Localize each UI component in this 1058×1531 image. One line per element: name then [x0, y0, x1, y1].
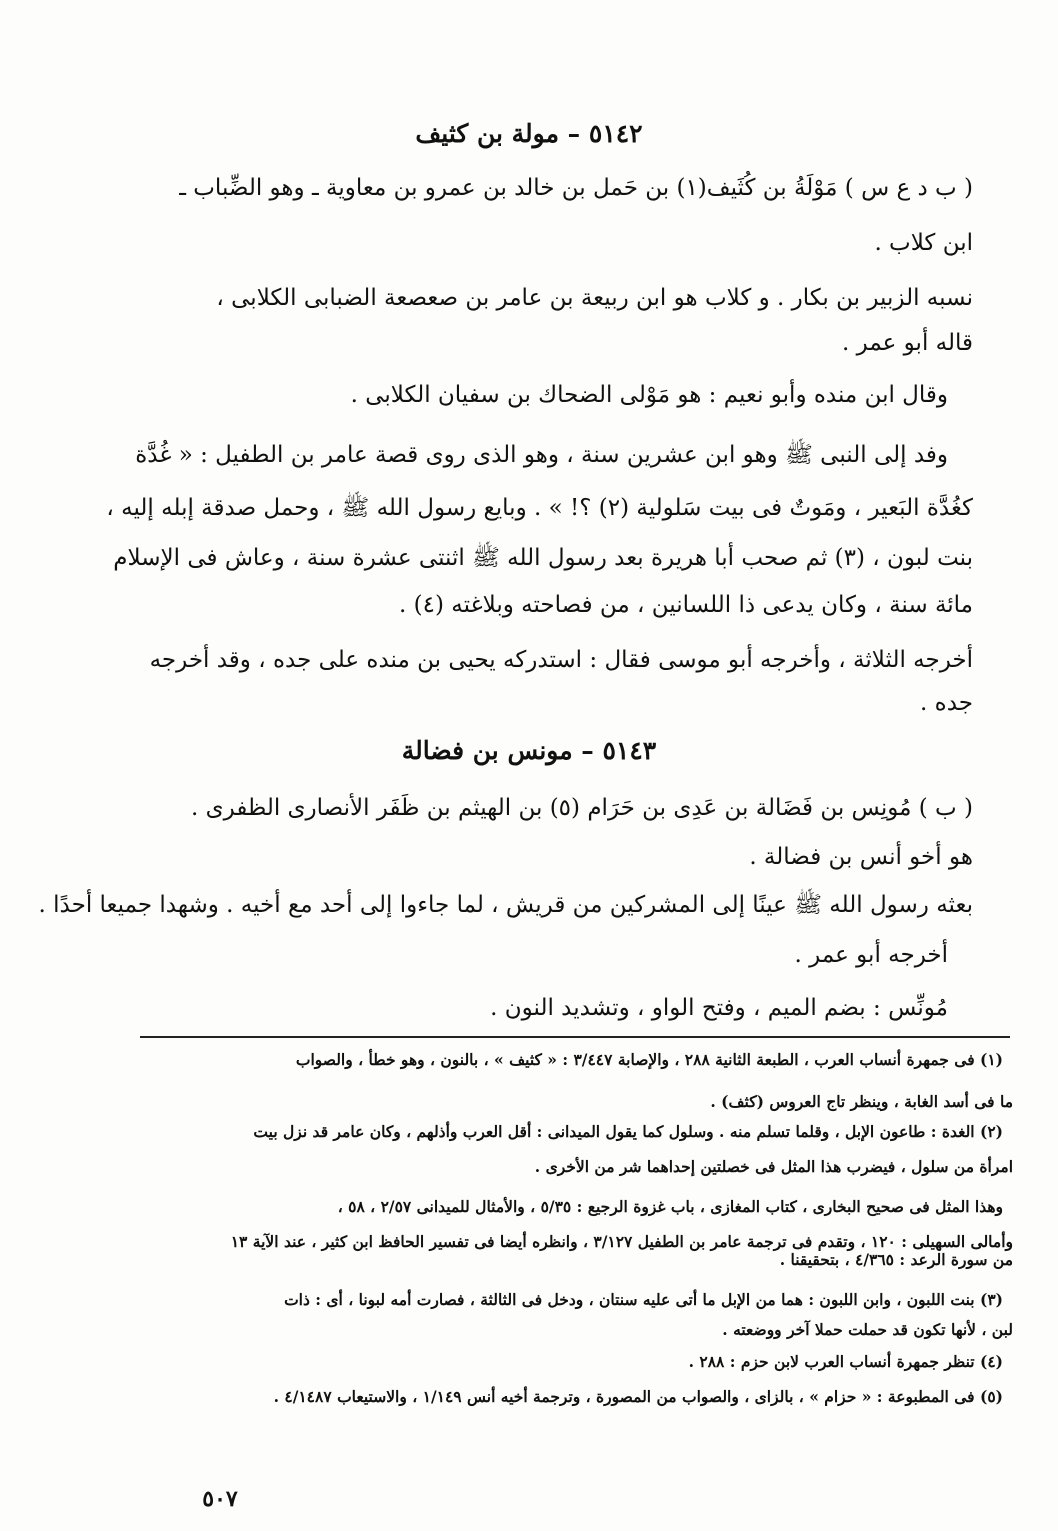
footnote-separator — [140, 1036, 1010, 1038]
entry-title: ٥١٤٣ – مونس بن فضالة — [401, 736, 657, 765]
footnote-line: وأمالى السهيلى : ١٢٠ ، وتقدم فى ترجمة عامر بن الطفيل ٣/١٢٧ ، وانظره أيضا فى تفسير الحافظ ابن كثير ، عند الآية ١٣ — [230, 1232, 1013, 1251]
footnote-line: امرأة من سلول ، فيضرب هذا المثل فى خصلتين إحداهما شر من الأخرى . — [534, 1157, 1013, 1176]
entry-line: بعثه رسول الله ﷺ عينًا إلى المشركين من قريش ، لما جاءوا إلى أحد مع أخيه . وشهدا جميعا أحدًا . — [38, 892, 973, 918]
footnote-line: (٥) فى المطبوعة : « حزام » ، بالزاى ، والصواب من المصورة ، وترجمة أخيه أنس ١/١٤٩ ، والاستيعاب ٤/١٤٨٧ . — [273, 1387, 1003, 1406]
entry-line: هو أخو أنس بن فضالة . — [749, 844, 973, 870]
entry-line: أخرجه الثلاثة ، وأخرجه أبو موسى فقال : استدركه يحيى بن منده على جده ، وقد أخرجه — [149, 647, 973, 673]
footnote-line: (٣) بنت اللبون ، وابن اللبون : هما من الإبل ما أتى عليه سنتان ، ودخل فى الثالثة ، فصارت أمه لبونا ، أى : ذات — [284, 1290, 1003, 1309]
footnote-line: من سورة الرعد : ٤/٣٦٥ ، بتحقيقنا . — [779, 1250, 1013, 1269]
footnote-line: وهذا المثل فى صحيح البخارى ، كتاب المغازى ، باب غزوة الرجيع : ٥/٣٥ ، والأمثال للميدانى ٢/٥٧ ، ٥٨ ، — [337, 1197, 1003, 1216]
entry-line: وفد إلى النبى ﷺ وهو ابن عشرين سنة ، وهو الذى روى قصة عامر بن الطفيل : « غُدَّة — [135, 442, 948, 468]
entry-line: أخرجه أبو عمر . — [794, 942, 948, 968]
entry-line: ( ب ) مُونِس بن فَضَالة بن عَدِى بن حَرَام (٥) بن الهيثم بن ظَفَر الأنصارى الظفرى . — [191, 795, 973, 821]
entry-title: ٥١٤٢ – مولة بن كثيف — [415, 119, 643, 148]
footnote-line: (٢) الغدة : طاعون الإبل ، وقلما تسلم منه . وسلول كما يقول الميدانى : أقل العرب وأذلهم ، وكان عامر قد نزل بيت — [253, 1122, 1003, 1141]
footnote-line: (٤) تنظر جمهرة أنساب العرب لابن حزم : ٢٨٨ . — [688, 1352, 1003, 1371]
entry-line: كغُدَّة البَعير ، ومَوتٌ فى بيت سَلولية (٢) ؟! » . وبايع رسول الله ﷺ ، وحمل صدقة إبله إليه ، — [106, 495, 973, 521]
footnote-line: لبن ، لأنها تكون قد حملت حملا آخر ووضعته . — [722, 1320, 1013, 1339]
entry-line: جده . — [920, 690, 973, 716]
entry-line: بنت لبون ، (٣) ثم صحب أبا هريرة بعد رسول الله ﷺ اثنتى عشرة سنة ، وعاش فى الإسلام — [113, 545, 973, 571]
page-number: ٥٠٧ — [202, 1486, 238, 1512]
entry-line: قاله أبو عمر . — [842, 330, 973, 356]
entry-line: ابن كلاب . — [874, 230, 973, 256]
entry-line: وقال ابن منده وأبو نعيم : هو مَوْلى الضحاك بن سفيان الكلابى . — [350, 382, 948, 408]
entry-line: ( ب د ع س ) مَوْلَةُ بن كُثَيف(١) بن حَمل بن خالد بن عمرو بن معاوية ـ وهو الضِّباب ـ — [179, 175, 973, 201]
entry-line: مُونِّس : بضم الميم ، وفتح الواو ، وتشديد النون . — [490, 995, 948, 1021]
footnote-line: ما فى أسد الغابة ، وينظر تاج العروس (كثف) . — [710, 1092, 1013, 1111]
entry-line: نسبه الزبير بن بكار . و كلاب هو ابن ربيعة بن عامر بن صعصعة الضبابى الكلابى ، — [216, 285, 973, 311]
footnote-line: (١) فى جمهرة أنساب العرب ، الطبعة الثانية ٢٨٨ ، والإصابة ٣/٤٤٧ : « كثيف » ، بالنون ، وهو خطأ ، والصواب — [295, 1050, 1003, 1069]
entry-line: مائة سنة ، وكان يدعى ذا اللسانين ، من فصاحته وبلاغته (٤) . — [399, 592, 973, 618]
